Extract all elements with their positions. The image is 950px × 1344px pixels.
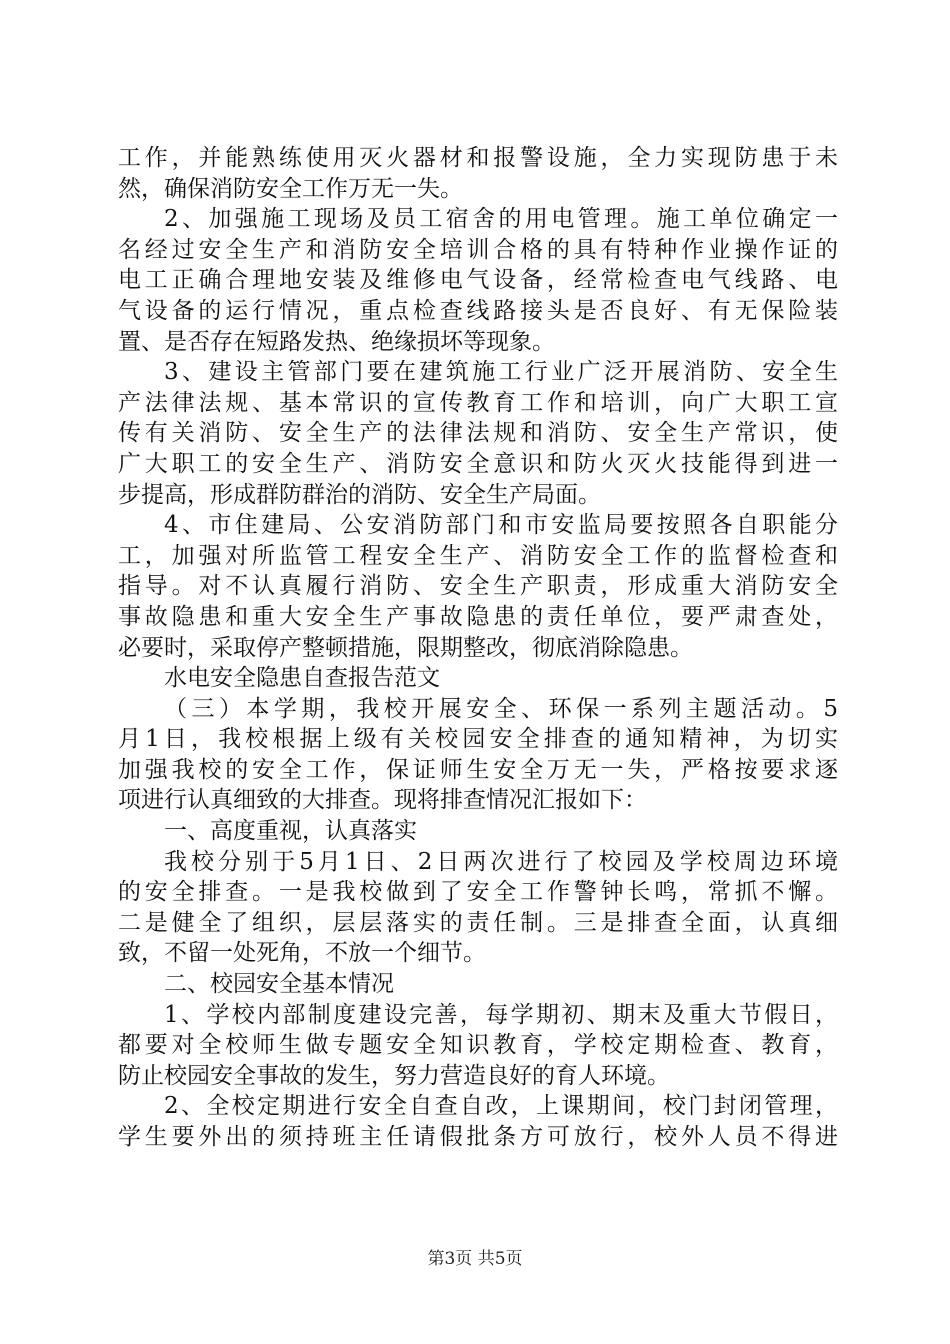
page-footer: 第3页 共5页: [427, 1249, 523, 1269]
body-line: 气设备的运行情况，重点检查线路接头是否良好、有无保险装: [118, 297, 838, 324]
body-line: 的安全排查。一是我校做到了安全工作警钟长鸣，常抓不懈。: [118, 879, 838, 906]
body-line: 2、全校定期进行安全自查自改，上课期间，校门封闭管理，: [164, 1093, 838, 1120]
body-line: 然，确保消防安全工作万无一失。: [118, 175, 463, 202]
body-line: 二是健全了组织，层层落实的责任制。三是排查全面，认真细: [118, 909, 838, 936]
body-line: 电工正确合理地安装及维修电气设备，经常检查电气线路、电: [118, 267, 838, 294]
body-line: 4、市住建局、公安消防部门和市安监局要按照各自职能分: [164, 512, 838, 539]
body-line: 1、学校内部制度建设完善，每学期初、期末及重大节假日，: [164, 1001, 838, 1028]
body-line: 我校分别于5月1日、2日两次进行了校园及学校周边环境: [164, 848, 838, 875]
section-heading: 水电安全隐患自查报告范文: [164, 665, 440, 692]
body-line: 产法律法规、基本常识的宣传教育工作和培训，向广大职工宣: [118, 389, 838, 416]
body-line: 事故隐患和重大安全生产事故隐患的责任单位，要严肃查处，: [118, 603, 838, 630]
body-line: 2、加强施工现场及员工宿舍的用电管理。施工单位确定一: [164, 206, 838, 233]
document-body: [118, 143, 838, 1153]
body-line: 传有关消防、安全生产的法律法规和消防、安全生产常识，使: [118, 420, 838, 447]
body-line: 防止校园安全事故的发生，努力营造良好的育人环境。: [118, 1062, 670, 1089]
body-line: 月1日，我校根据上级有关校园安全排查的通知精神，为切实: [118, 726, 838, 753]
body-line: 必要时，采取停产整顿措施，限期整改，彻底消除隐患。: [118, 634, 693, 661]
body-line: 项进行认真细致的大排查。现将排查情况汇报如下：: [118, 787, 647, 814]
body-line: （三）本学期，我校开展安全、环保一系列主题活动。5: [164, 695, 838, 722]
body-line: 加强我校的安全工作，保证师生安全万无一失，严格按要求逐: [118, 756, 838, 783]
section-heading: 二、校园安全基本情况: [164, 971, 394, 998]
body-line: 指导。对不认真履行消防、安全生产职责，形成重大消防安全: [118, 573, 838, 600]
body-line: 广大职工的安全生产、消防安全意识和防火灭火技能得到进一: [118, 450, 838, 477]
body-line: 工，加强对所监管工程安全生产、消防安全工作的监督检查和: [118, 542, 838, 569]
body-line: 工作，并能熟练使用灭火器材和报警设施，全力实现防患于未: [118, 145, 838, 171]
section-heading: 一、高度重视，认真落实: [164, 818, 417, 845]
body-line: 致，不留一处死角，不放一个细节。: [118, 940, 486, 967]
body-line: 都要对全校师生做专题安全知识教育，学校定期检查、教育，: [118, 1032, 838, 1059]
body-line: 置、是否存在短路发热、绝缘损坏等现象。: [118, 328, 555, 355]
body-line: 步提高，形成群防群治的消防、安全生产局面。: [118, 481, 601, 508]
body-line: 名经过安全生产和消防安全培训合格的具有特种作业操作证的: [118, 236, 838, 263]
body-line: 3、建设主管部门要在建筑施工行业广泛开展消防、安全生: [164, 359, 838, 386]
body-line: 学生要外出的须持班主任请假批条方可放行，校外人员不得进: [118, 1124, 838, 1150]
